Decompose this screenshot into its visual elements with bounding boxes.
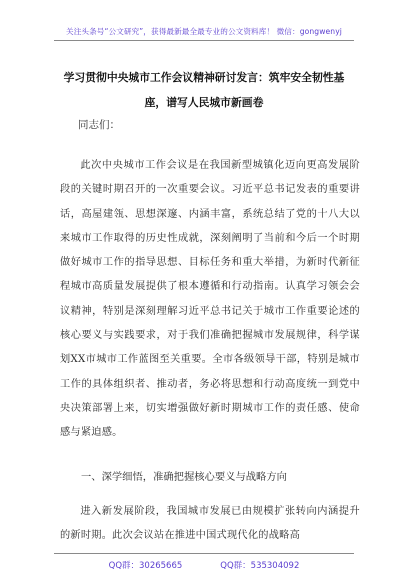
footer-qq-group-2: QQ群：535304092 (220, 561, 300, 571)
footer-divider (54, 553, 354, 554)
header-divider (54, 40, 354, 41)
salutation: 同志们： (78, 119, 120, 131)
header-banner: 关注头条号“公文研究”，获得最新最全最专业的公文资料库！ 微信：gongwenyj (66, 27, 342, 36)
footer-qq-group-1: QQ群：30265665 (108, 561, 183, 571)
body-paragraph-1: 此次中央城市工作会议是在我国新型城镇化迈向更高发展阶段的关键时期召开的一次重要会议。习近平总书记发表的重要讲话，高屋建瓴、思想深邃、内涵丰富，系统总结了党的十八大以来城市工作取得的历史性成就，深刻阐明了当前和今后一个时期做好城市工作的指导思想、目标任务和重大举措，为新时代新征程城市高质量发展提供了根本遵循和行动指南。认真学习领会会议精神，特别是深刻理解习近平总书记关于城市工作重要论述的核心要义与实践要求，对于我们准确把握城市发展规律，科学谋划XX市城市工作蓝图至关重要。全市各级领导干部，特别是城市工作的具体组织者、推动者，务必将思想和行动高度统一到党中央决策部署上来，切实增强做好新时期城市工作的责任感、使命感与紧迫感。 (60, 160, 360, 439)
footer (0, 559, 408, 571)
body-paragraph-2: 进入新发展阶段，我国城市发展已由规模扩张转向内涵提升的新时期。此次会议站在推进中国式现代化的战略高 (60, 506, 360, 541)
section-heading-1: 一、深学细悟，准确把握核心要义与战略方向 (81, 471, 287, 483)
document-title: 学习贯彻中央城市工作会议精神研讨发言：筑牢安全韧性基座，谱写人民城市新画卷 (63, 71, 345, 109)
